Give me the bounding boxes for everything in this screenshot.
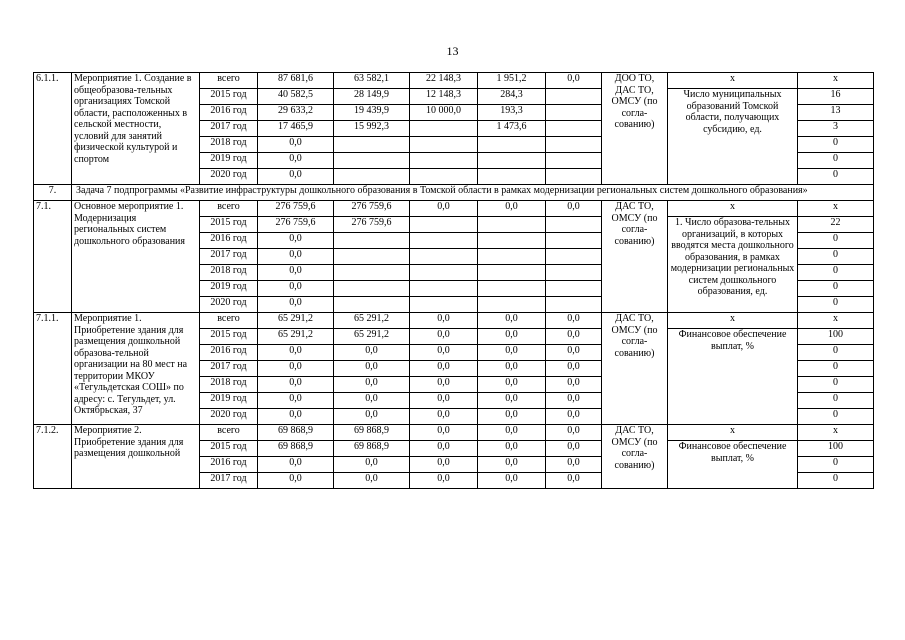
federal-cell: 0,0	[334, 473, 410, 489]
total-cell: 0,0	[258, 249, 334, 265]
other-cell	[546, 105, 602, 121]
total-cell: 17 465,9	[258, 121, 334, 137]
other-cell: 0,0	[546, 425, 602, 441]
indicator-value-cell: 0	[798, 457, 874, 473]
year-cell: 2020 год	[200, 169, 258, 185]
regional-cell: 0,0	[410, 441, 478, 457]
local-cell	[478, 297, 546, 313]
executor-cell: ДОО ТО, ДАС ТО, ОМСУ (по согла-сованию)	[602, 73, 668, 185]
other-cell: 0,0	[546, 393, 602, 409]
regional-cell	[410, 121, 478, 137]
federal-cell	[334, 137, 410, 153]
local-cell: 0,0	[478, 393, 546, 409]
year-cell: 2018 год	[200, 265, 258, 281]
indicator-value-cell: 0	[798, 281, 874, 297]
federal-cell: 15 992,3	[334, 121, 410, 137]
local-cell	[478, 249, 546, 265]
year-cell: 2019 год	[200, 153, 258, 169]
local-cell: 0,0	[478, 473, 546, 489]
total-cell: 69 868,9	[258, 425, 334, 441]
local-cell: 0,0	[478, 377, 546, 393]
local-cell: 0,0	[478, 425, 546, 441]
year-cell: 2016 год	[200, 105, 258, 121]
item-code: 7.1.	[34, 201, 72, 313]
total-cell: 0,0	[258, 137, 334, 153]
federal-cell: 0,0	[334, 345, 410, 361]
total-cell: 276 759,6	[258, 217, 334, 233]
indicator-x-cell: х	[668, 313, 798, 329]
indicator-value-cell: 0	[798, 169, 874, 185]
year-cell: 2015 год	[200, 329, 258, 345]
other-cell: 0,0	[546, 473, 602, 489]
regional-cell: 0,0	[410, 473, 478, 489]
local-cell	[478, 137, 546, 153]
indicator-value-cell: 3	[798, 121, 874, 137]
page-number: 13	[446, 44, 459, 58]
federal-cell: 63 582,1	[334, 73, 410, 89]
federal-cell: 19 439,9	[334, 105, 410, 121]
regional-cell: 0,0	[410, 345, 478, 361]
other-cell: 0,0	[546, 361, 602, 377]
local-cell	[478, 233, 546, 249]
regional-cell: 0,0	[410, 329, 478, 345]
federal-cell: 69 868,9	[334, 441, 410, 457]
total-cell: 29 633,2	[258, 105, 334, 121]
year-cell: всего	[200, 425, 258, 441]
indicator-value-cell: 0	[798, 153, 874, 169]
regional-cell: 10 000,0	[410, 105, 478, 121]
task-code: 7.	[34, 185, 72, 201]
federal-cell	[334, 297, 410, 313]
local-cell: 0,0	[478, 457, 546, 473]
local-cell: 0,0	[478, 345, 546, 361]
year-cell: 2016 год	[200, 233, 258, 249]
other-cell: 0,0	[546, 377, 602, 393]
year-cell: 2020 год	[200, 409, 258, 425]
indicator-x-cell: х	[668, 73, 798, 89]
local-cell: 1 473,6	[478, 121, 546, 137]
year-cell: 2015 год	[200, 217, 258, 233]
regional-cell	[410, 137, 478, 153]
federal-cell	[334, 249, 410, 265]
local-cell	[478, 281, 546, 297]
indicator-value-cell: 0	[798, 361, 874, 377]
other-cell: 0,0	[546, 409, 602, 425]
indicator-value-cell: 0	[798, 265, 874, 281]
indicator-value-cell: 0	[798, 249, 874, 265]
total-cell: 0,0	[258, 233, 334, 249]
local-cell: 0,0	[478, 361, 546, 377]
local-cell: 0,0	[478, 329, 546, 345]
item-code: 7.1.2.	[34, 425, 72, 489]
year-cell: 2019 год	[200, 281, 258, 297]
indicator-value-cell: х	[798, 73, 874, 89]
other-cell: 0,0	[546, 329, 602, 345]
item-name: Мероприятие 1. Создание в общеобразова-тельных организациях Томской области, расположенных в сельской местности, условий для занятий физической культурой и спортом	[72, 73, 200, 185]
item-name: Мероприятие 1. Приобретение здания для размещения дошкольной образова-тельной организации на 80 мест на территории МКОУ «Тегульдетская СОШ» по адресу: с. Тегульдет, ул. Октябрьская, 37	[72, 313, 200, 425]
federal-cell: 276 759,6	[334, 217, 410, 233]
total-cell: 276 759,6	[258, 201, 334, 217]
regional-cell	[410, 217, 478, 233]
year-cell: 2016 год	[200, 457, 258, 473]
regional-cell: 0,0	[410, 409, 478, 425]
indicator-cell: Финансовое обеспечение выплат, %	[668, 441, 798, 489]
table-row	[34, 201, 874, 217]
regional-cell: 0,0	[410, 425, 478, 441]
federal-cell: 0,0	[334, 393, 410, 409]
other-cell	[546, 297, 602, 313]
indicator-cell: Число муниципальных образований Томской области, получающих субсидию, ед.	[668, 89, 798, 185]
federal-cell: 0,0	[334, 361, 410, 377]
year-cell: 2019 год	[200, 393, 258, 409]
year-cell: всего	[200, 73, 258, 89]
local-cell: 0,0	[478, 201, 546, 217]
other-cell	[546, 217, 602, 233]
total-cell: 65 291,2	[258, 329, 334, 345]
federal-cell: 0,0	[334, 409, 410, 425]
item-name: Основное мероприятие 1. Модернизация региональных систем дошкольного образования	[72, 201, 200, 313]
indicator-value-cell: 0	[798, 409, 874, 425]
other-cell	[546, 281, 602, 297]
federal-cell: 0,0	[334, 377, 410, 393]
regional-cell	[410, 265, 478, 281]
total-cell: 0,0	[258, 153, 334, 169]
total-cell: 40 582,5	[258, 89, 334, 105]
table-row	[34, 425, 874, 441]
regional-cell: 12 148,3	[410, 89, 478, 105]
local-cell: 0,0	[478, 409, 546, 425]
federal-cell	[334, 265, 410, 281]
year-cell: 2017 год	[200, 249, 258, 265]
year-cell: 2017 год	[200, 473, 258, 489]
total-cell: 0,0	[258, 361, 334, 377]
other-cell: 0,0	[546, 345, 602, 361]
local-cell: 1 951,2	[478, 73, 546, 89]
total-cell: 0,0	[258, 393, 334, 409]
table-row	[34, 73, 874, 89]
other-cell	[546, 89, 602, 105]
regional-cell	[410, 297, 478, 313]
total-cell: 0,0	[258, 473, 334, 489]
other-cell: 0,0	[546, 73, 602, 89]
indicator-value-cell: 0	[798, 393, 874, 409]
indicator-value-cell: 16	[798, 89, 874, 105]
program-table	[33, 72, 874, 489]
local-cell: 193,3	[478, 105, 546, 121]
indicator-value-cell: 0	[798, 345, 874, 361]
regional-cell	[410, 153, 478, 169]
federal-cell: 65 291,2	[334, 329, 410, 345]
indicator-value-cell: 22	[798, 217, 874, 233]
indicator-value-cell: 100	[798, 329, 874, 345]
total-cell: 0,0	[258, 409, 334, 425]
federal-cell: 276 759,6	[334, 201, 410, 217]
federal-cell	[334, 233, 410, 249]
other-cell	[546, 249, 602, 265]
total-cell: 0,0	[258, 281, 334, 297]
indicator-value-cell: х	[798, 313, 874, 329]
other-cell	[546, 169, 602, 185]
local-cell	[478, 217, 546, 233]
total-cell: 69 868,9	[258, 441, 334, 457]
other-cell	[546, 153, 602, 169]
year-cell: 2018 год	[200, 137, 258, 153]
total-cell: 87 681,6	[258, 73, 334, 89]
regional-cell: 0,0	[410, 393, 478, 409]
total-cell: 65 291,2	[258, 313, 334, 329]
regional-cell: 0,0	[410, 361, 478, 377]
regional-cell	[410, 281, 478, 297]
indicator-value-cell: 0	[798, 233, 874, 249]
year-cell: 2015 год	[200, 441, 258, 457]
year-cell: всего	[200, 201, 258, 217]
other-cell: 0,0	[546, 313, 602, 329]
total-cell: 0,0	[258, 169, 334, 185]
local-cell	[478, 265, 546, 281]
regional-cell	[410, 233, 478, 249]
other-cell	[546, 233, 602, 249]
federal-cell: 69 868,9	[334, 425, 410, 441]
federal-cell	[334, 169, 410, 185]
local-cell: 0,0	[478, 313, 546, 329]
regional-cell: 22 148,3	[410, 73, 478, 89]
regional-cell: 0,0	[410, 457, 478, 473]
other-cell	[546, 265, 602, 281]
other-cell: 0,0	[546, 441, 602, 457]
indicator-cell: Финансовое обеспечение выплат, %	[668, 329, 798, 425]
local-cell	[478, 153, 546, 169]
indicator-cell: 1. Число образова-тельных организаций, в которых вводятся места дошкольного образования, в рамках модернизации региональных систем дошкольного образования, ед.	[668, 217, 798, 313]
other-cell	[546, 137, 602, 153]
indicator-value-cell: х	[798, 425, 874, 441]
regional-cell: 0,0	[410, 201, 478, 217]
executor-cell: ДАС ТО, ОМСУ (по согла-сованию)	[602, 425, 668, 489]
table-row	[34, 313, 874, 329]
executor-cell: ДАС ТО, ОМСУ (по согла-сованию)	[602, 313, 668, 425]
total-cell: 0,0	[258, 377, 334, 393]
regional-cell	[410, 169, 478, 185]
federal-cell: 0,0	[334, 457, 410, 473]
year-cell: 2018 год	[200, 377, 258, 393]
other-cell: 0,0	[546, 201, 602, 217]
executor-cell: ДАС ТО, ОМСУ (по согла-сованию)	[602, 201, 668, 313]
item-code: 7.1.1.	[34, 313, 72, 425]
indicator-value-cell: х	[798, 201, 874, 217]
indicator-value-cell: 0	[798, 473, 874, 489]
year-cell: 2017 год	[200, 121, 258, 137]
indicator-value-cell: 0	[798, 297, 874, 313]
item-name: Мероприятие 2. Приобретение здания для размещения дошкольной	[72, 425, 200, 489]
other-cell: 0,0	[546, 457, 602, 473]
year-cell: 2020 год	[200, 297, 258, 313]
total-cell: 0,0	[258, 345, 334, 361]
local-cell	[478, 169, 546, 185]
indicator-value-cell: 0	[798, 137, 874, 153]
year-cell: всего	[200, 313, 258, 329]
item-code: 6.1.1.	[34, 73, 72, 185]
task-row	[34, 185, 874, 201]
task-text: Задача 7 подпрограммы «Развитие инфраструктуры дошкольного образования в Томской области в рамках модернизации региональных систем дошкольного образования»	[72, 185, 874, 201]
year-cell: 2016 год	[200, 345, 258, 361]
indicator-value-cell: 100	[798, 441, 874, 457]
regional-cell: 0,0	[410, 377, 478, 393]
federal-cell: 28 149,9	[334, 89, 410, 105]
federal-cell: 65 291,2	[334, 313, 410, 329]
indicator-value-cell: 0	[798, 377, 874, 393]
indicator-value-cell: 13	[798, 105, 874, 121]
total-cell: 0,0	[258, 265, 334, 281]
indicator-x-cell: х	[668, 425, 798, 441]
total-cell: 0,0	[258, 457, 334, 473]
regional-cell	[410, 249, 478, 265]
other-cell	[546, 121, 602, 137]
year-cell: 2015 год	[200, 89, 258, 105]
indicator-x-cell: х	[668, 201, 798, 217]
year-cell: 2017 год	[200, 361, 258, 377]
local-cell: 0,0	[478, 441, 546, 457]
local-cell: 284,3	[478, 89, 546, 105]
federal-cell	[334, 281, 410, 297]
regional-cell: 0,0	[410, 313, 478, 329]
federal-cell	[334, 153, 410, 169]
total-cell: 0,0	[258, 297, 334, 313]
